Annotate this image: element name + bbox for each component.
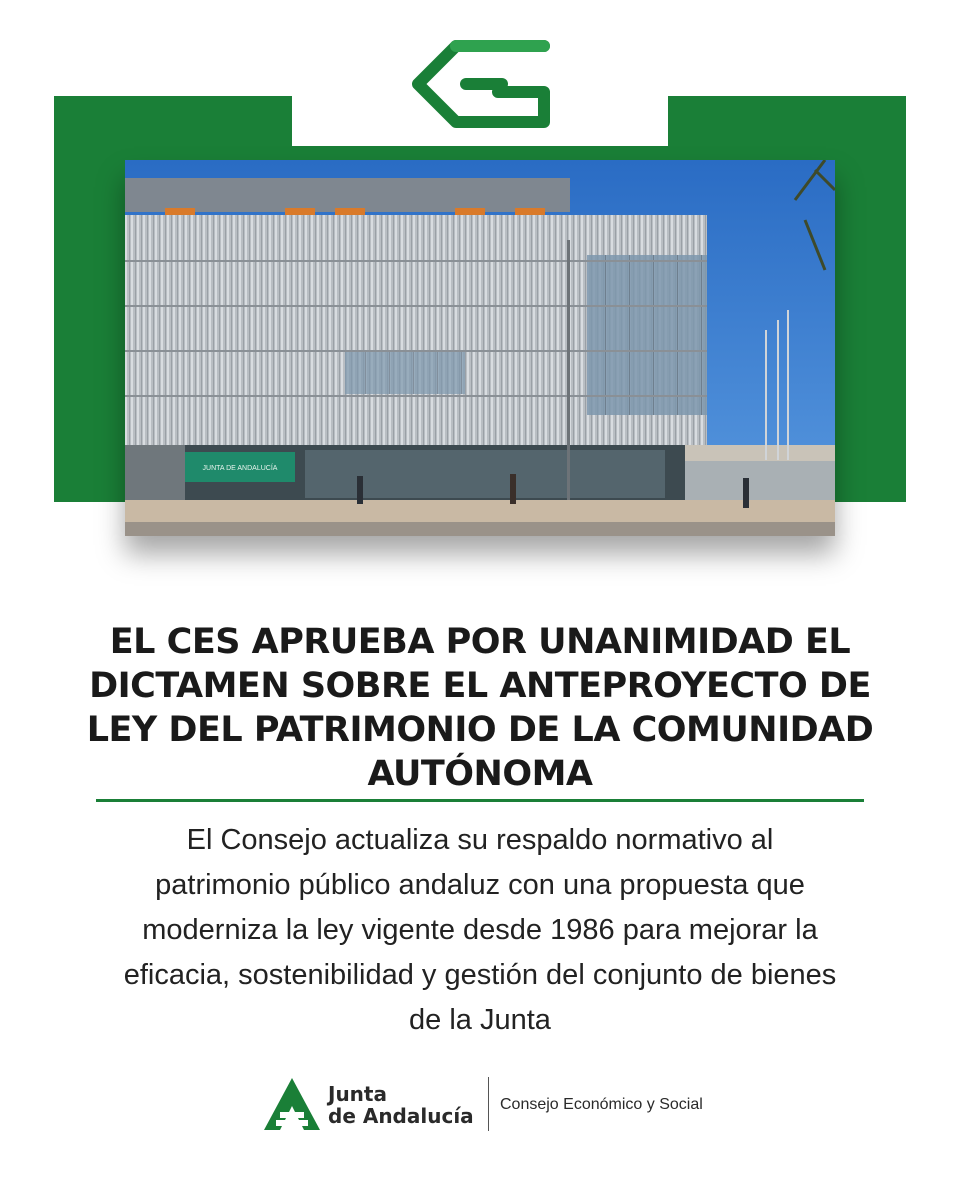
building-photo <box>125 160 835 536</box>
title-divider <box>96 799 864 802</box>
subheadline: El Consejo actualiza su respaldo normativo al patrimonio público andaluz con una propuesta que moderniza la ley vigente desde 1986 para mejorar la eficacia, sostenibilidad y gestión del conjunto de bienes de la Junta <box>123 824 837 1036</box>
footer-separator <box>488 1077 489 1131</box>
headline: EL CES APRUEBA POR UNANIMIDAD EL DICTAMEN SOBRE EL ANTEPROYECTO DE LEY DEL PATRIMONIO DE LA COMUNIDAD AUTÓNOMA <box>86 622 874 794</box>
entrance-sign: JUNTA DE ANDALUCÍA <box>202 465 278 472</box>
brand-name-line2: de Andalucía <box>328 1104 474 1128</box>
brand-name-line1: Junta <box>328 1082 387 1106</box>
ces-logo-icon <box>404 34 556 134</box>
junta-andalucia-logo-icon <box>262 1076 322 1132</box>
organization-name: Consejo Económico y Social <box>500 1096 703 1113</box>
